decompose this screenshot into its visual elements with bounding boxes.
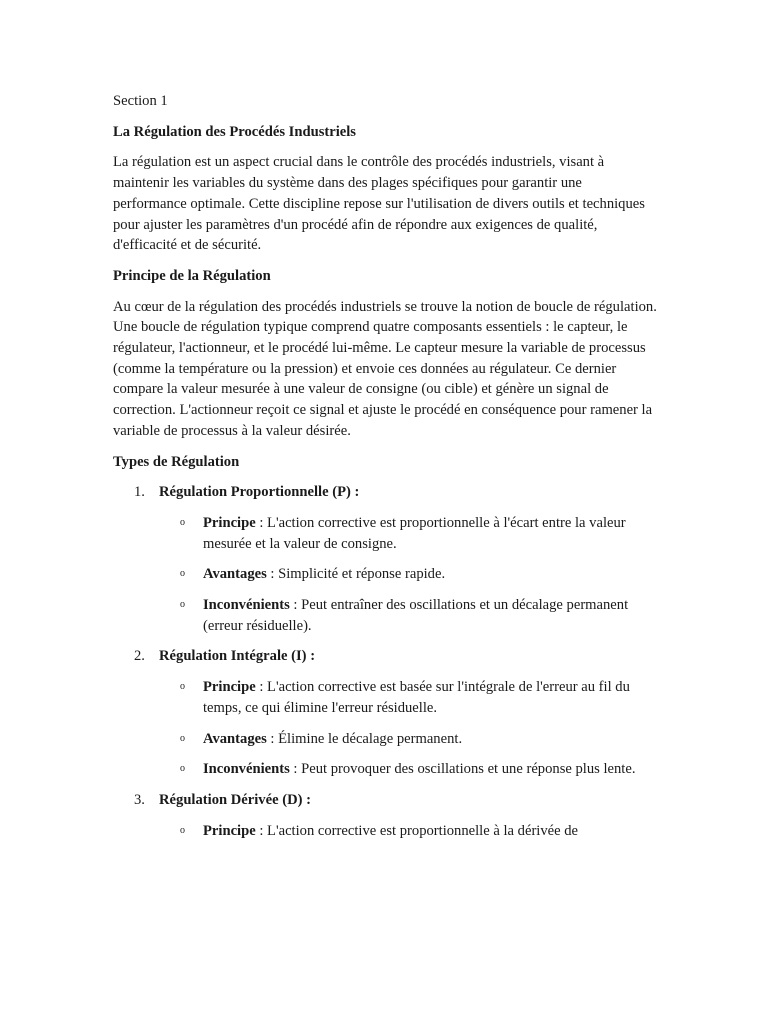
bullet-text: : Élimine le décalage permanent.: [266, 730, 463, 747]
bullet-term: Inconvénients: [203, 761, 290, 778]
list-item: [113, 564, 658, 585]
list-item: [113, 513, 658, 554]
bullet-term: Avantages: [203, 730, 267, 747]
section-label: Section 1: [113, 93, 168, 109]
principle-heading: Principe de la Régulation: [113, 267, 271, 284]
bullet-term: Principe: [203, 822, 256, 839]
bullet-term: Principe: [203, 514, 256, 531]
type-title-text: Régulation Intégrale (I) :: [159, 648, 316, 665]
list-number: 1.: [134, 484, 145, 501]
bullet-text: : Simplicité et réponse rapide.: [266, 566, 446, 583]
document-content: [113, 91, 658, 851]
type-title-text: Régulation Dérivée (D) :: [159, 791, 311, 808]
list-item: [113, 790, 658, 841]
list-item: [113, 677, 658, 718]
bullet-list: [113, 513, 658, 637]
bullet-icon: o: [180, 516, 185, 528]
types-heading: Types de Régulation: [113, 453, 240, 470]
bullet-text: : L'action corrective est proportionnelle à la dérivée de: [255, 822, 579, 839]
bullet-icon: o: [180, 599, 185, 611]
regulation-types-list: [113, 482, 658, 841]
bullet-icon: o: [180, 824, 185, 836]
list-item: [113, 646, 658, 780]
bullet-term: Inconvénients: [203, 597, 290, 614]
list-item: [113, 482, 658, 636]
bullet-text: : L'action corrective est basée sur l'intégrale de l'erreur au fil du temps, ce qui élimine l'erreur résiduelle.: [203, 679, 630, 716]
bullet-list: [113, 677, 658, 780]
type-title: [113, 790, 658, 811]
type-title: [113, 482, 658, 503]
list-number: 2.: [134, 648, 145, 665]
bullet-text: : Peut provoquer des oscillations et une réponse plus lente.: [289, 761, 636, 778]
bullet-term: Principe: [203, 679, 256, 696]
principle-paragraph: Au cœur de la régulation des procédés industriels se trouve la notion de boucle de régulation. Une boucle de régulation typique comprend quatre composants essentiels : le capteur, le régulateur, l'actionneur, et le procédé lui-même. Le capteur mesure la variable de processus (comme la température ou la pression) et envoie ces données au régulateur. Ce dernier compare la valeur mesurée à une valeur de consigne (ou cible) et génère un signal de correction. L'actionneur reçoit ce signal et ajuste le procédé en conséquence pour ramener la variable de processus à la valeur désirée.: [113, 298, 657, 439]
bullet-icon: o: [180, 732, 185, 744]
bullet-text: : Peut entraîner des oscillations et un décalage permanent (erreur résiduelle).: [203, 597, 629, 634]
list-item: [113, 821, 658, 842]
list-item: [113, 729, 658, 750]
bullet-icon: o: [180, 568, 185, 580]
bullet-icon: o: [180, 681, 185, 693]
bullet-list: [113, 821, 658, 842]
document-title: La Régulation des Procédés Industriels: [113, 123, 356, 140]
bullet-icon: o: [180, 763, 185, 775]
list-item: [113, 759, 658, 780]
type-title: [113, 646, 658, 667]
list-item: [113, 595, 658, 636]
list-number: 3.: [134, 791, 145, 808]
bullet-term: Avantages: [203, 566, 267, 583]
intro-paragraph: La régulation est un aspect crucial dans le contrôle des procédés industriels, visant à maintenir les variables du système dans des plages spécifiques pour garantir une performance optimale. Cette discipline repose sur l'utilisation de divers outils et techniques pour ajuster les paramètres d'un procédé afin de répondre aux exigences de qualité, d'efficacité et de sécurité.: [113, 154, 645, 254]
type-title-text: Régulation Proportionnelle (P) :: [159, 484, 360, 501]
bullet-text: : L'action corrective est proportionnelle à l'écart entre la valeur mesurée et la valeur de consigne.: [203, 514, 626, 552]
